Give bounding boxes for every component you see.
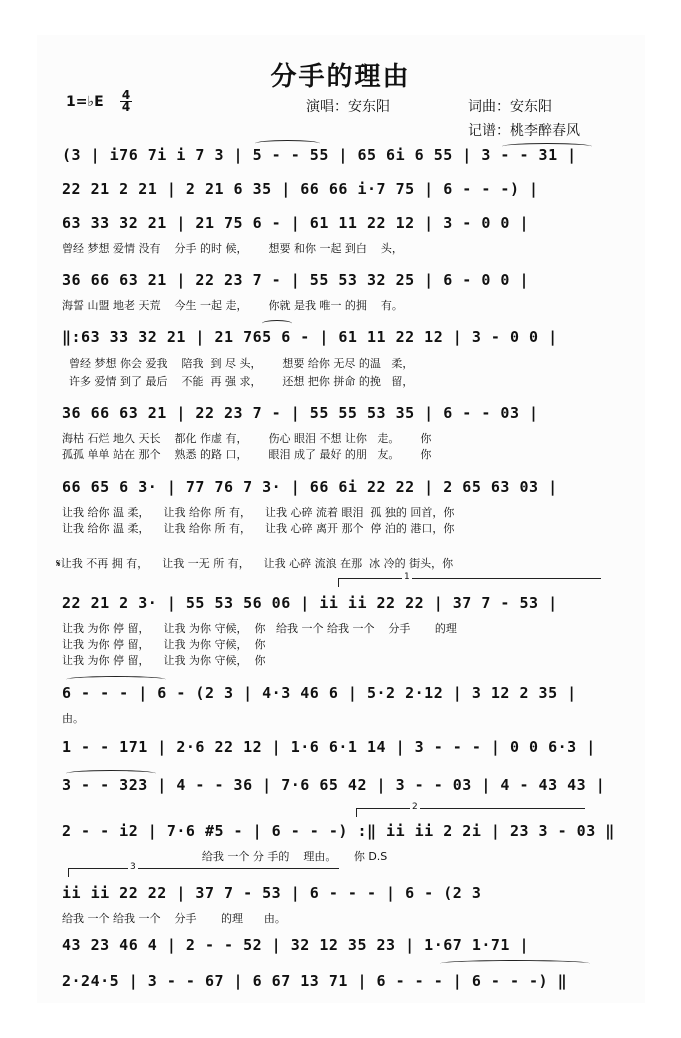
volta-label-2: 2 xyxy=(412,802,418,812)
volta-bracket-2 xyxy=(356,808,585,817)
lyric-row-8a: 让我 为你 停 留， 让我 为你 守候， 你 给我 一个 给我 一个 分手 的理 xyxy=(62,622,457,635)
time-signature-bottom: 4 xyxy=(121,100,131,114)
time-signature xyxy=(120,90,132,113)
lyric-row-7b: 让我 给你 温 柔， 让我 给你 所 有， 让我 心碎 离开 那个 停 泊的 港口，你 xyxy=(62,522,455,535)
lyric-row-8c: 让我 为你 停 留， 让我 为你 守候， 你 xyxy=(62,654,266,667)
notation-row-13: ii ii 22 22 | 37 7 - 53 | 6 - - - | 6 - (2 3 xyxy=(62,884,482,902)
notation-row-2: 22 21 2 21 | 2 21 6 35 | 66 66 i·7 75 | 6 - - -) | xyxy=(62,180,539,198)
notation-row-1: (3 | i76 7i i 7 3 | 5 - - 55 | 65 6i 6 55 | 3 - - 31 | xyxy=(62,146,577,164)
slur-mark xyxy=(262,320,292,327)
notation-row-4: 36 66 63 21 | 22 23 7 - | 55 53 32 25 | 6 - 0 0 | xyxy=(62,271,530,289)
lyric-row-3: 曾经 梦想 爱情 没有 分手 的时 候， 想要 和你 一起 到白 头， xyxy=(62,242,403,255)
lyric-row-6a: 海枯 石烂 地久 天长 都化 作虚 有， 伤心 眼泪 不想 让你 走。 你 xyxy=(62,432,432,445)
notation-row-14: 43 23 46 4 | 2 - - 52 | 32 12 35 23 | 1·67 1·71 | xyxy=(62,936,530,954)
key-signature: 1=♭E xyxy=(66,94,104,110)
lyricist-credit: 词曲：安东阳 xyxy=(468,99,552,115)
lyric-row-7a: 让我 给你 温 柔， 让我 给你 所 有， 让我 心碎 流着 眼泪 孤 独的 回首，你 xyxy=(62,506,455,519)
time-signature-top: 4 xyxy=(121,88,131,102)
lyric-row-7c: 𝄋让我 不再 拥 有， 让我 一无 所 有， 让我 心碎 流浪 在那 冰 冷的 街头，你 xyxy=(56,557,454,570)
notation-row-9: 6 - - - | 6 - (2 3 | 4·3 46 6 | 5·2 2·12 | 3 12 2 35 | xyxy=(62,684,577,702)
lyric-row-6b: 孤孤 单单 站在 那个 熟悉 的路 口， 眼泪 成了 最好 的朋 友。 你 xyxy=(62,448,432,461)
lyric-row-5b: 许多 爱情 到了 最后 不能 再 强 求， 还想 把你 拼命 的挽 留， xyxy=(62,375,414,388)
notation-row-12: 2 - - i2 | 7·6 #5 - | 6 - - -) :‖ ii ii 2 2i | 23 3 - 03 ‖ xyxy=(62,822,615,840)
notation-row-15: 2·24·5 | 3 - - 67 | 6 67 13 71 | 6 - - - | 6 - - -) ‖ xyxy=(62,972,568,990)
volta-bracket-1 xyxy=(338,578,601,587)
transcriber-credit: 记谱：桃李醉春风 xyxy=(468,123,580,139)
notation-row-3: 63 33 32 21 | 21 75 6 - | 61 11 22 12 | 3 - 0 0 | xyxy=(62,214,530,232)
notation-row-6: 36 66 63 21 | 22 23 7 - | 55 55 53 35 | 6 - - 03 | xyxy=(62,404,539,422)
notation-row-10: 1 - - 171 | 2·6 22 12 | 1·6 6·1 14 | 3 - - - | 0 0 6·3 | xyxy=(62,738,596,756)
singer-credit: 演唱：安东阳 xyxy=(306,99,390,115)
slur-mark xyxy=(66,676,166,683)
song-title: 分手的理由 xyxy=(270,62,411,92)
notation-row-11: 3 - - 323 | 4 - - 36 | 7·6 65 42 | 3 - - 03 | 4 - 43 43 | xyxy=(62,776,606,794)
notation-row-7: 66 65 6 3· | 77 76 7 3· | 66 6i 22 22 | 2 65 63 03 | xyxy=(62,478,558,496)
lyric-row-8b: 让我 为你 停 留， 让我 为你 守候， 你 xyxy=(62,638,266,651)
lyric-row-4: 海誓 山盟 地老 天荒 今生 一起 走， 你就 是我 唯一 的拥 有。 xyxy=(62,299,403,312)
lyric-row-9: 由。 xyxy=(62,712,84,725)
notation-row-8: 22 21 2 3· | 55 53 56 06 | ii ii 22 22 | 37 7 - 53 | xyxy=(62,594,558,612)
volta-label-1: 1 xyxy=(404,572,410,582)
slur-mark xyxy=(440,960,590,967)
volta-label-3: 3 xyxy=(130,862,136,872)
lyric-row-5a: 曾经 梦想 你会 爱我 陪我 到 尽 头， 想要 给你 无尽 的温 柔， xyxy=(62,357,414,370)
notation-row-5: ‖:63 33 32 21 | 21 765 6 - | 61 11 22 12 | 3 - 0 0 | xyxy=(62,328,558,346)
volta-bracket-3 xyxy=(68,868,339,877)
lyric-row-13: 给我 一个 给我 一个 分手 的理 由。 xyxy=(62,912,286,925)
lyric-row-12: 给我 一个 分 手的 理由。 你 D.S xyxy=(62,850,388,863)
